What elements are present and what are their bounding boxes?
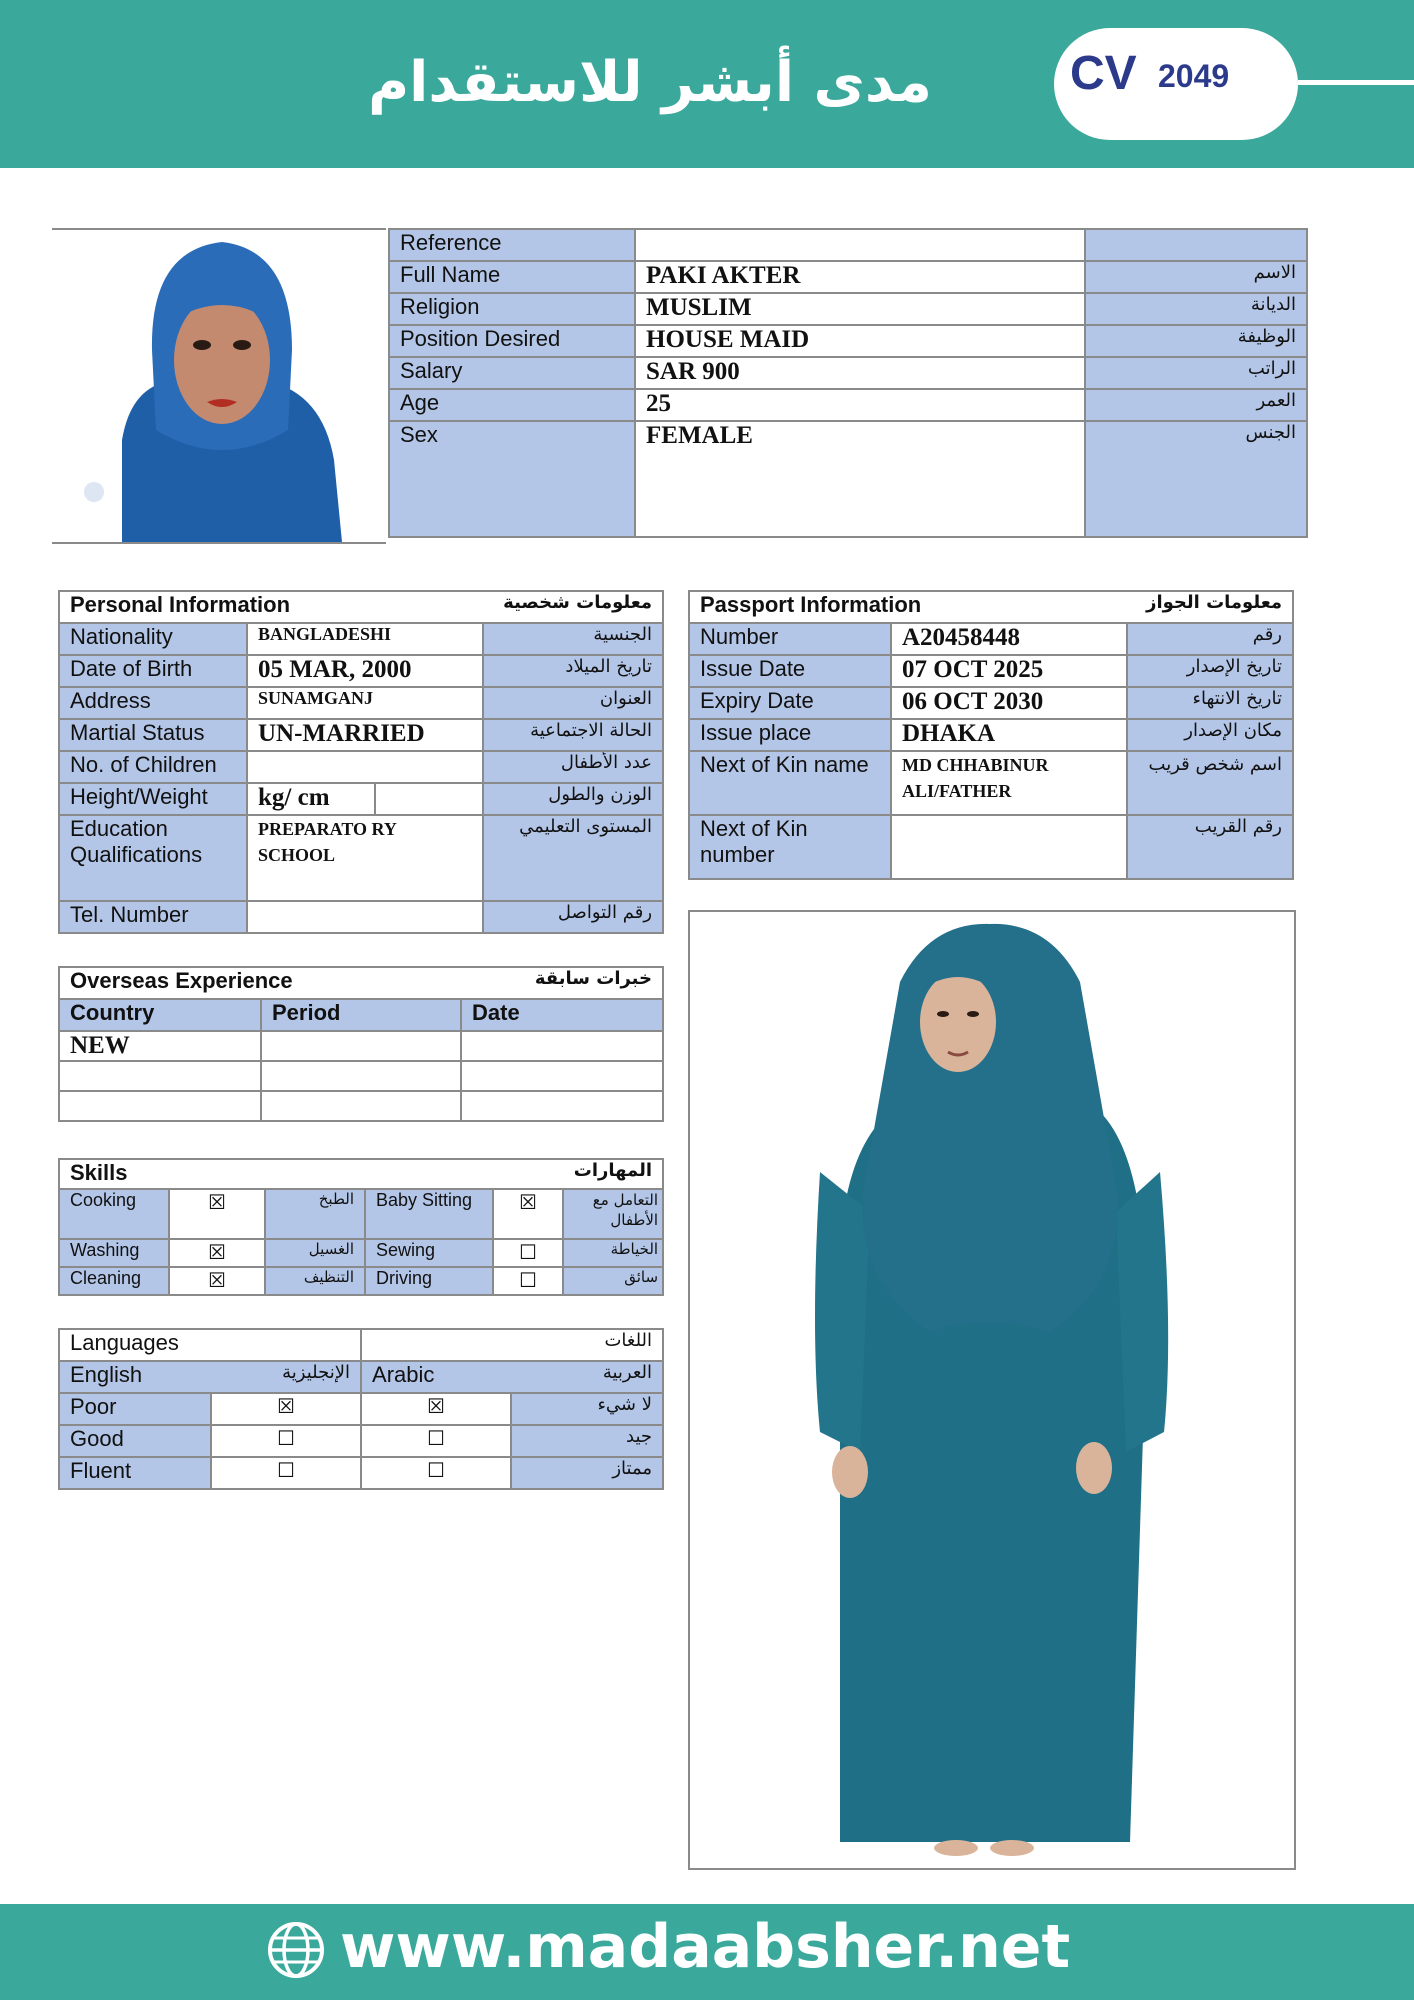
experience-cell <box>59 1061 261 1091</box>
skill-label-ar: التعامل مع الأطفال <box>563 1189 663 1239</box>
experience-cell <box>461 1031 663 1061</box>
info-value: 25 <box>635 389 1085 421</box>
personal-label-ar: المستوى التعليمي <box>483 815 663 901</box>
experience-cell: NEW <box>59 1031 261 1061</box>
website-url[interactable]: www.madaabsher.net <box>340 1912 1071 1982</box>
headshot-photo <box>52 228 386 544</box>
skill-label: Cleaning <box>59 1267 169 1295</box>
skills-title-ar: المهارات <box>573 1160 653 1181</box>
personal-label: Martial Status <box>59 719 247 751</box>
skill-checkbox: ☒ <box>169 1267 265 1295</box>
personal-label-ar: رقم التواصل <box>483 901 663 933</box>
experience-col-country: Country <box>59 999 261 1031</box>
arabic-label-ar: العربية <box>602 1362 653 1383</box>
info-value: MUSLIM <box>635 293 1085 325</box>
info-label: Religion <box>389 293 635 325</box>
passport-title-ar: معلومات الجواز <box>1146 592 1282 613</box>
personal-title-ar: معلومات شخصية <box>503 592 653 613</box>
personal-label: Tel. Number <box>59 901 247 933</box>
personal-label-ar: تاريخ الميلاد <box>483 655 663 687</box>
experience-cell <box>59 1091 261 1121</box>
personal-value: BANGLADESHI <box>247 623 483 655</box>
personal-label: Height/Weight <box>59 783 247 815</box>
personal-label: Education Qualifications <box>59 815 247 901</box>
passport-label: Number <box>689 623 891 655</box>
info-value: FEMALE <box>635 421 1085 537</box>
skill-checkbox: ☒ <box>169 1239 265 1267</box>
personal-label: Address <box>59 687 247 719</box>
languages-table <box>58 1328 664 1490</box>
passport-value: MD CHHABINUR ALI/FATHER <box>891 751 1127 815</box>
passport-label: Next of Kin number <box>689 815 891 879</box>
info-label: Position Desired <box>389 325 635 357</box>
full-body-photo <box>688 910 1296 1870</box>
info-label: Sex <box>389 421 635 537</box>
passport-label: Issue Date <box>689 655 891 687</box>
info-value: SAR 900 <box>635 357 1085 389</box>
experience-cell <box>261 1061 461 1091</box>
experience-title: Overseas Experience <box>70 968 293 993</box>
personal-label-ar: الحالة الاجتماعية <box>483 719 663 751</box>
cv-number: 2049 <box>1158 58 1230 94</box>
skill-label-ar: الطبخ <box>265 1189 365 1239</box>
skill-checkbox: ☒ <box>493 1189 563 1239</box>
personal-label: Nationality <box>59 623 247 655</box>
language-level-ar: جيد <box>511 1425 663 1457</box>
passport-label-ar: تاريخ الإصدار <box>1127 655 1293 687</box>
arabic-checkbox: ☐ <box>361 1457 511 1489</box>
skill-label-ar: الغسيل <box>265 1239 365 1267</box>
personal-label-ar: العنوان <box>483 687 663 719</box>
info-label-ar: الديانة <box>1085 293 1307 325</box>
languages-title: Languages <box>59 1329 361 1361</box>
personal-label-ar: عدد الأطفال <box>483 751 663 783</box>
company-title: مدى أبشر للاستقدام <box>368 50 932 115</box>
skills-header <box>59 1159 663 1189</box>
header-line <box>1298 80 1414 85</box>
skill-label: Baby Sitting <box>365 1189 493 1239</box>
passport-value: 06 OCT 2030 <box>891 687 1127 719</box>
skill-label-ar: سائق <box>563 1267 663 1295</box>
info-label-ar <box>1085 229 1307 261</box>
info-label-ar: العمر <box>1085 389 1307 421</box>
experience-cell <box>261 1091 461 1121</box>
passport-label: Next of Kin name <box>689 751 891 815</box>
arabic-checkbox: ☐ <box>361 1425 511 1457</box>
passport-label-ar: رقم <box>1127 623 1293 655</box>
passport-label-ar: تاريخ الانتهاء <box>1127 687 1293 719</box>
arabic-checkbox: ☒ <box>361 1393 511 1425</box>
languages-title-ar: اللغات <box>361 1329 663 1361</box>
arabic-header <box>361 1361 663 1393</box>
skill-checkbox: ☐ <box>493 1239 563 1267</box>
arabic-label: Arabic <box>372 1362 435 1387</box>
passport-info-table <box>688 590 1294 880</box>
passport-header <box>689 591 1293 623</box>
info-label: Reference <box>389 229 635 261</box>
language-level-ar: ممتاز <box>511 1457 663 1489</box>
main-info-table <box>388 228 1308 538</box>
personal-label-ar: الوزن والطول <box>483 783 663 815</box>
personal-title: Personal Information <box>70 592 291 617</box>
english-checkbox: ☐ <box>211 1425 361 1457</box>
passport-label-ar: اسم شخص قريب <box>1127 751 1293 815</box>
language-level: Poor <box>59 1393 211 1425</box>
skill-label-ar: الخياطة <box>563 1239 663 1267</box>
skill-label-ar: التنظيف <box>265 1267 365 1295</box>
english-checkbox: ☐ <box>211 1457 361 1489</box>
language-level: Fluent <box>59 1457 211 1489</box>
personal-label: No. of Children <box>59 751 247 783</box>
skills-table <box>58 1158 664 1296</box>
skill-checkbox: ☒ <box>169 1189 265 1239</box>
info-label: Salary <box>389 357 635 389</box>
passport-label: Issue place <box>689 719 891 751</box>
experience-table <box>58 966 664 1122</box>
personal-value-extra <box>375 783 483 815</box>
personal-value: PREPARATO RY SCHOOL <box>247 815 483 901</box>
experience-title-ar: خبرات سابقة <box>534 968 653 989</box>
info-label-ar: الراتب <box>1085 357 1307 389</box>
passport-label-ar: مكان الإصدار <box>1127 719 1293 751</box>
skills-title: Skills <box>70 1160 128 1185</box>
experience-cell <box>461 1091 663 1121</box>
personal-value <box>247 751 483 783</box>
english-label: English <box>70 1362 143 1387</box>
passport-label: Expiry Date <box>689 687 891 719</box>
experience-cell <box>461 1061 663 1091</box>
passport-value: DHAKA <box>891 719 1127 751</box>
experience-col-date: Date <box>461 999 663 1031</box>
language-level: Good <box>59 1425 211 1457</box>
personal-value: SUNAMGANJ <box>247 687 483 719</box>
passport-value: A20458448 <box>891 623 1127 655</box>
skill-label: Cooking <box>59 1189 169 1239</box>
english-label-ar: الإنجليزية <box>282 1362 351 1383</box>
language-level-ar: لا شيء <box>511 1393 663 1425</box>
cv-label: CV <box>1070 47 1137 100</box>
english-header <box>59 1361 361 1393</box>
passport-value <box>891 815 1127 879</box>
skill-checkbox: ☐ <box>493 1267 563 1295</box>
info-value: HOUSE MAID <box>635 325 1085 357</box>
globe-icon <box>266 1920 326 1980</box>
personal-value <box>247 901 483 933</box>
personal-value: kg/ cm <box>247 783 375 815</box>
passport-label-ar: رقم القريب <box>1127 815 1293 879</box>
experience-col-period: Period <box>261 999 461 1031</box>
info-label-ar: الوظيفة <box>1085 325 1307 357</box>
experience-header <box>59 967 663 999</box>
personal-value: 05 MAR, 2000 <box>247 655 483 687</box>
personal-value: UN-MARRIED <box>247 719 483 751</box>
english-checkbox: ☒ <box>211 1393 361 1425</box>
info-label-ar: الاسم <box>1085 261 1307 293</box>
info-label: Age <box>389 389 635 421</box>
personal-info-table <box>58 590 664 934</box>
info-label: Full Name <box>389 261 635 293</box>
personal-label-ar: الجنسية <box>483 623 663 655</box>
experience-cell <box>261 1031 461 1061</box>
skill-label: Washing <box>59 1239 169 1267</box>
personal-label: Date of Birth <box>59 655 247 687</box>
passport-title: Passport Information <box>700 592 922 617</box>
info-label-ar: الجنس <box>1085 421 1307 537</box>
skill-label: Driving <box>365 1267 493 1295</box>
personal-header <box>59 591 663 623</box>
info-value: PAKI AKTER <box>635 261 1085 293</box>
info-value <box>635 229 1085 261</box>
passport-value: 07 OCT 2025 <box>891 655 1127 687</box>
skill-label: Sewing <box>365 1239 493 1267</box>
